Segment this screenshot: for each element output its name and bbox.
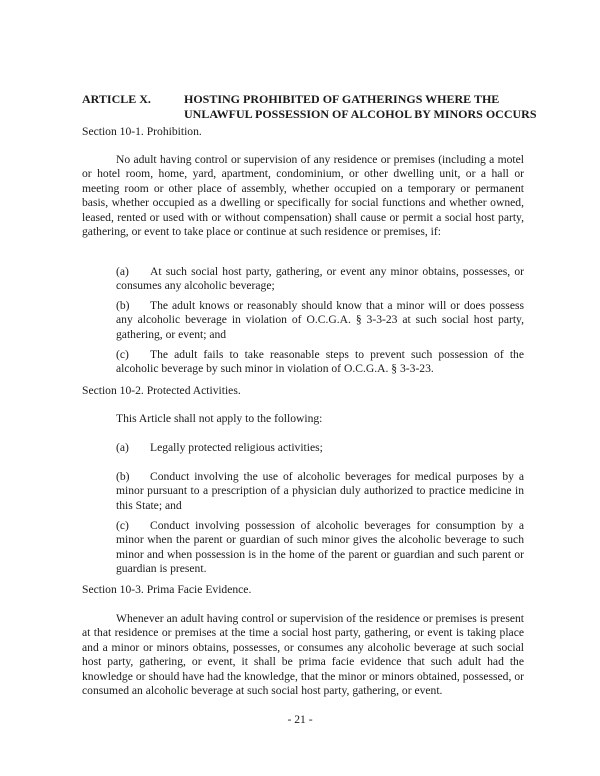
section-2-item-a <box>116 441 524 455</box>
section-3-body-text: Whenever an adult having control or supervision of the residence or premises is present at that residence or premises at the time a social host party, gathering, or event is taking place and a minor or minors obtains, possesses, or consumes any alcoholic beverage at such social host party, gathering, or event, it shall be prima facie evidence that such adult had the knowledge or should have had the knowledge, that the minor or minors obtained, possessed, or consumed an alcoholic beverage at such social host party, gathering, or event. <box>82 612 524 698</box>
section-1-item-b-text: The adult knows or reasonably should know that a minor will or does possess any alcoholic beverage in violation of O.C.G.A. § 3-3-23 at such social host party, gathering, or event; and <box>116 299 524 341</box>
section-3-body <box>82 612 524 698</box>
section-1-heading: Section 10-1. Prohibition. <box>82 125 202 138</box>
section-2-heading: Section 10-2. Protected Activities. <box>82 384 241 397</box>
section-2-item-a-mark: (a) <box>116 441 129 454</box>
section-1-item-b <box>116 299 524 342</box>
article-label: ARTICLE X. <box>82 92 151 106</box>
page-number: - 21 - <box>287 713 313 726</box>
section-2-item-c-text: Conduct involving possession of alcoholic beverages for consumption by a minor when the parent or guardian of such minor gives the alcoholic beverage to such minor and when possession is in the home of the parent or guardian and such parent or guardian is present. <box>116 519 524 576</box>
section-1-intro-text: No adult having control or supervision of any residence or premises (including a motel or hotel room, home, yard, apartment, condominium, or other dwelling unit, or a hall or meeting room or other place of assembly, whether occupied on a temporary or permanent basis, whether occupied as a dwelling or specifically for social functions and whether owned, leased, rented or used with or without compensation) shall cause or permit a social host party, gathering, or event to take place or continue at such residence or premises, if: <box>82 153 524 239</box>
section-1-item-a-mark: (a) <box>116 265 129 278</box>
section-2-item-a-text: Legally protected religious activities; <box>150 441 323 454</box>
section-3-heading: Section 10-3. Prima Facie Evidence. <box>82 583 252 596</box>
section-1-item-a <box>116 265 524 294</box>
section-1-item-b-mark: (b) <box>116 299 130 312</box>
section-1-item-a-text: At such social host party, gathering, or event any minor obtains, possesses, or consumes any alcoholic beverage; <box>116 265 524 293</box>
section-2-item-b-mark: (b) <box>116 470 130 483</box>
section-2-item-b-text: Conduct involving the use of alcoholic beverages for medical purposes by a minor pursuant to a prescription of a physician duly authorized to practice medicine in this State; and <box>116 470 524 512</box>
section-1-item-c-text: The adult fails to take reasonable steps to prevent such possession of the alcoholic beverage by such minor in violation of O.C.G.A. § 3-3-23. <box>116 348 524 376</box>
section-2-item-c-mark: (c) <box>116 519 129 532</box>
section-1-item-c-mark: (c) <box>116 348 129 361</box>
section-2-intro: This Article shall not apply to the following: <box>116 412 323 425</box>
article-title: HOSTING PROHIBITED OF GATHERINGS WHERE THE UNLAWFUL POSSESSION OF ALCOHOL BY MINORS OCCURS <box>184 92 537 121</box>
section-1-intro <box>82 153 524 239</box>
section-2-item-c <box>116 519 524 577</box>
section-2-item-b <box>116 470 524 513</box>
section-1-item-c <box>116 348 524 377</box>
